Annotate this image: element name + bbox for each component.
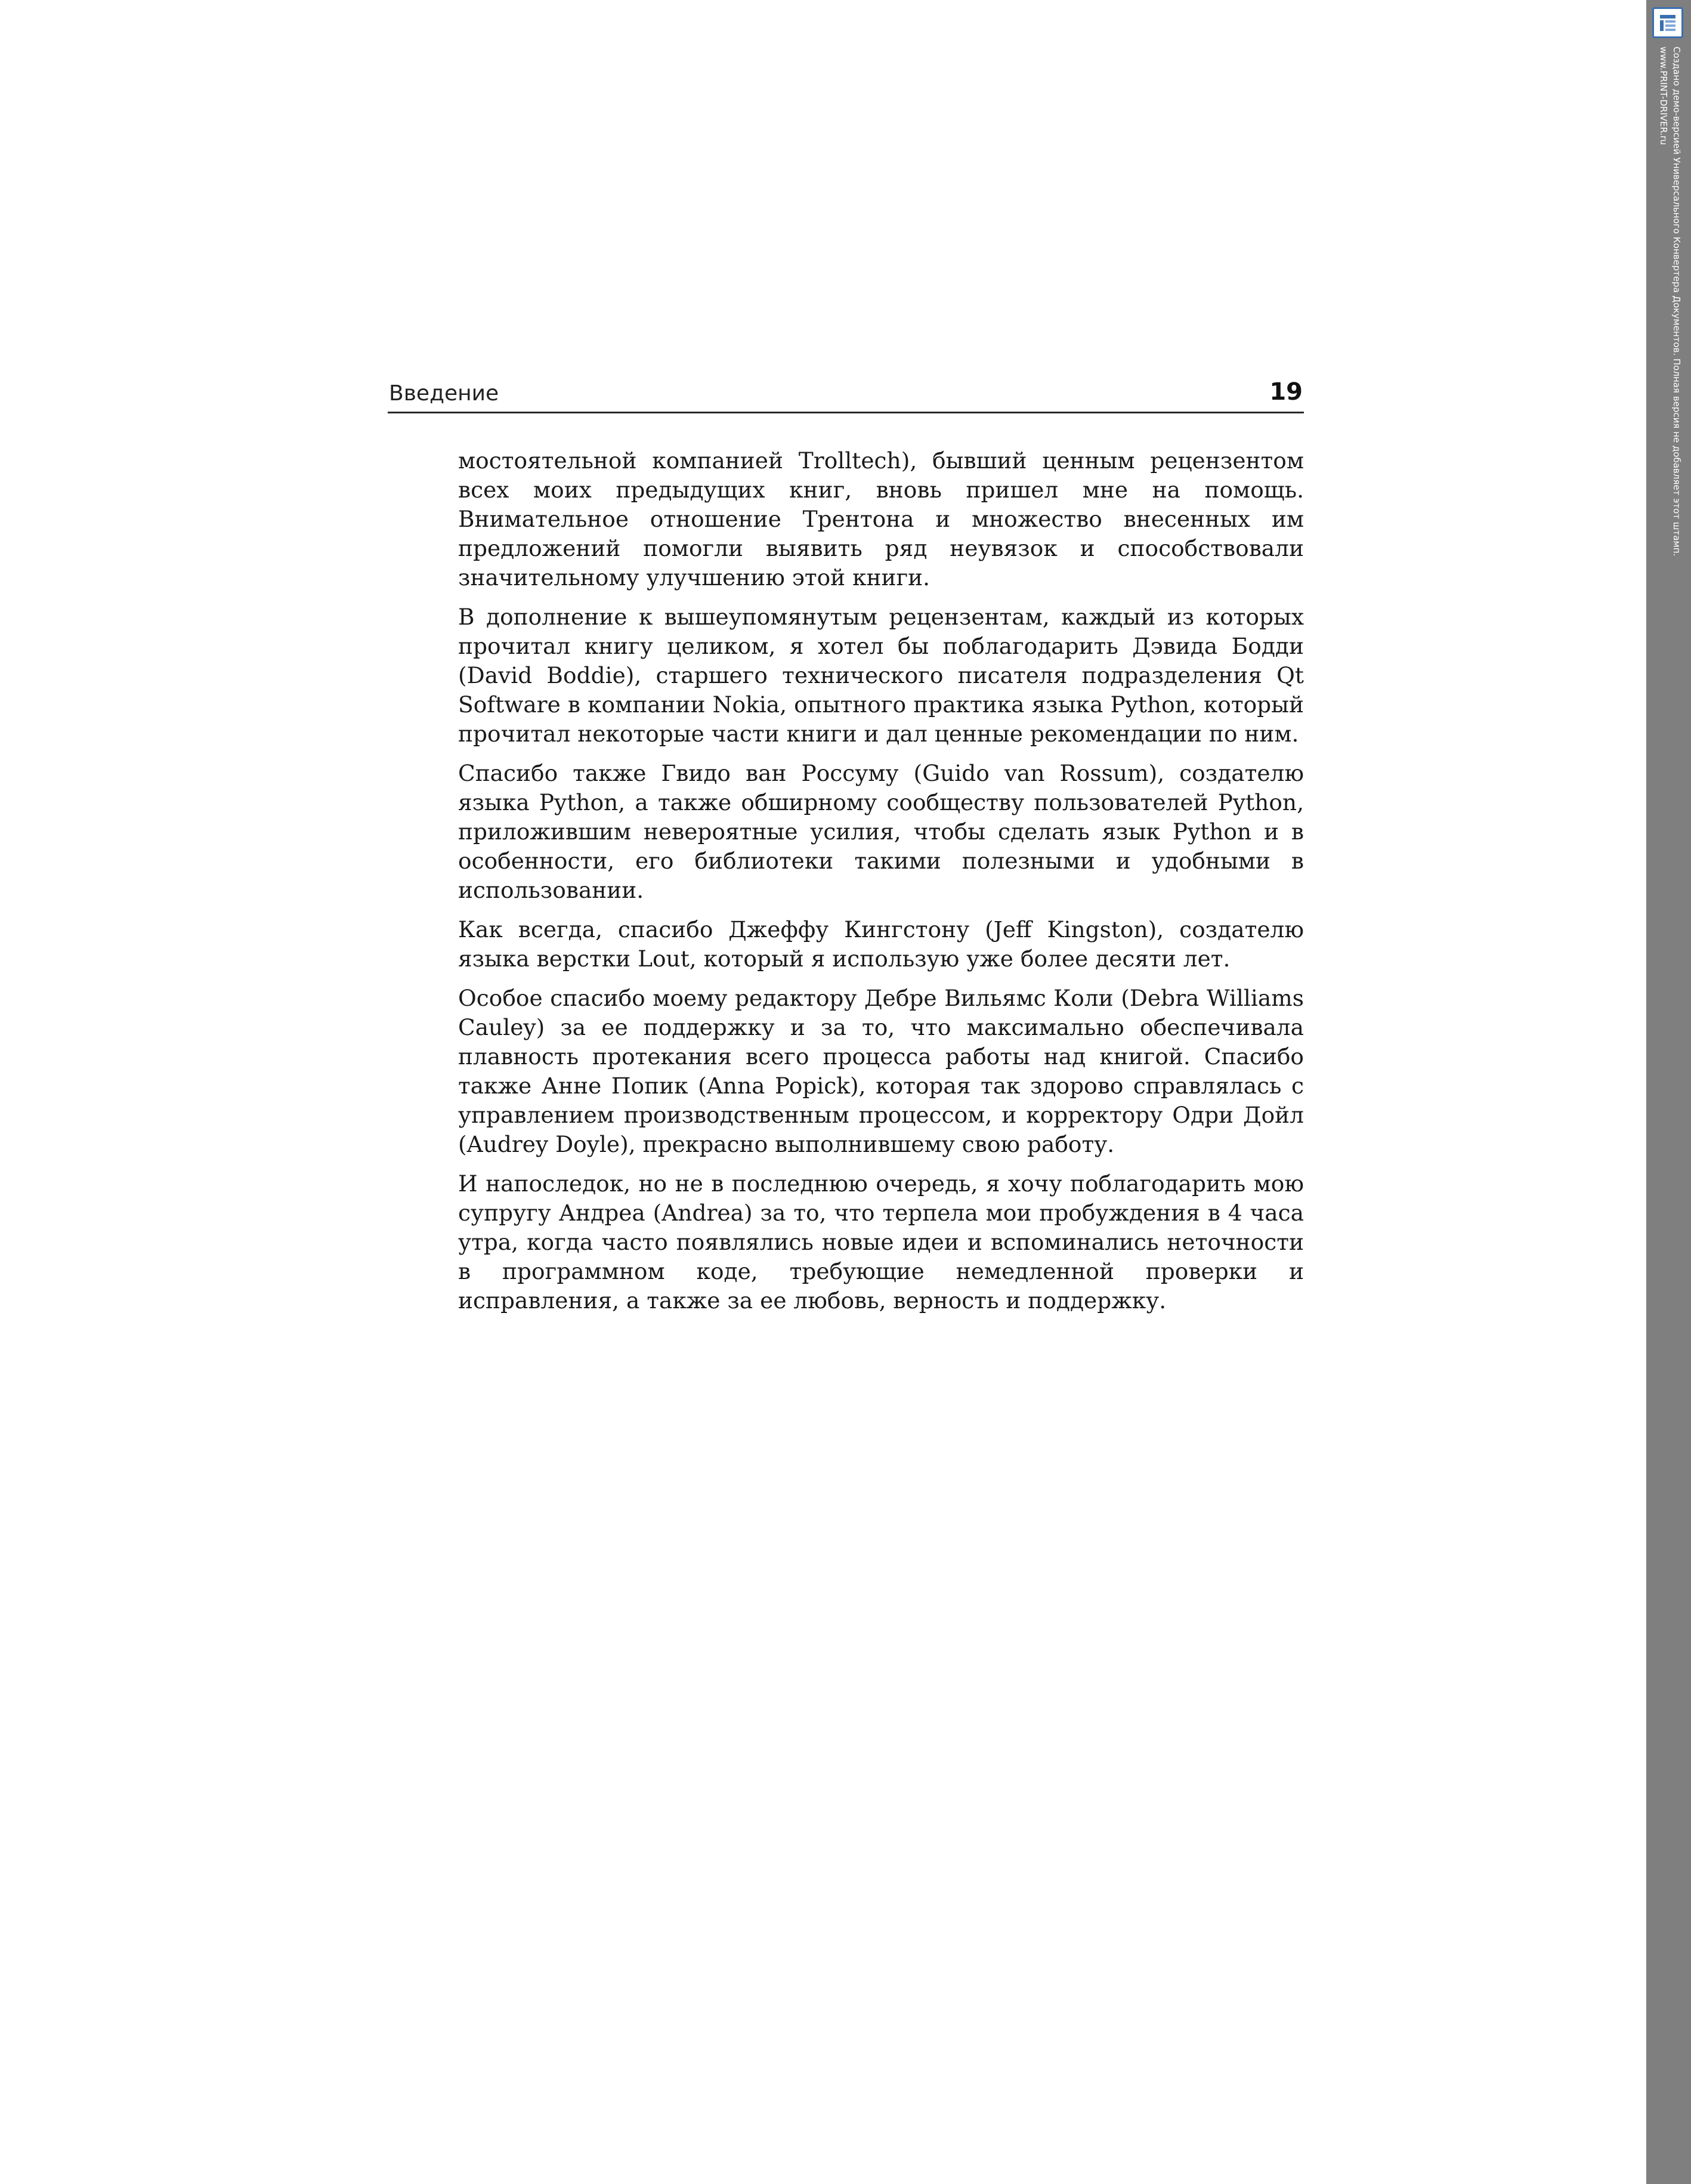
print-driver-logo-icon	[1652, 7, 1683, 38]
paragraph: Спасибо также Гвидо ван Россуму (Guido van Rossum), создателю языка Python, а также обширному сообществу пользователей Python, приложившим невероятные усилия, чтобы сделать язык Python и в особенности, его библиотеки такими полезными и удобными в использовании.	[458, 760, 1304, 903]
watermark-line: Создано демо-версией Универсального Конвертера Документов. Полная версия не добавляет этот штамп.	[1671, 47, 1682, 557]
paragraph: Особое спасибо моему редактору Дебре Вильямс Коли (Debra Williams Cauley) за ее поддержку и за то, что максимально обеспечивала плавность протекания всего процесса работы над книгой. Спасибо также Анне Попик (Anna Popick), которая так здорово справлялась с управлением производственным процессом, и корректору Одри Дойл (Audrey Doyle), прекрасно выполнившему свою работу.	[458, 985, 1304, 1157]
paragraph: Как всегда, спасибо Джеффу Кингстону (Jeff Kingston), создателю языка верстки Lout, который я использую уже более десяти лет.	[458, 916, 1304, 972]
demo-watermark-text	[1655, 47, 1683, 655]
watermark-sidebar	[1646, 0, 1691, 2184]
section-title: Введение	[389, 381, 499, 406]
running-header	[388, 370, 1304, 413]
paragraph: мостоятельной компанией Trolltech), бывший ценным рецензентом всех моих предыдущих книг, вновь пришел мне на помощь. Внимательное отношение Трентона и множество внесенных им предложений помогли выявить ряд неувязок и способствовали значительному улучшению этой книги.	[458, 447, 1304, 591]
page-number: 19	[1269, 378, 1303, 406]
watermark-url: www.PRINT-DRIVER.ru	[1658, 47, 1669, 145]
body-text	[458, 446, 1304, 1326]
paragraph: В дополнение к вышеупомянутым рецензентам, каждый из которых прочитал книгу целиком, я хотел бы поблагодарить Дэвида Бодди (David Boddie), старшего технического писателя подразделения Qt Software в компании Nokia, опытного практика языка Python, который прочитал некоторые части книги и дал ценные рекомендации по ним.	[458, 604, 1304, 747]
paragraph: И напоследок, но не в последнюю очередь, я хочу поблагодарить мою супругу Андреа (Andrea) за то, что терпела мои пробуждения в 4 часа утра, когда часто появлялись новые идеи и вспоминались неточности в программном коде, требующие немедленной проверки и исправления, а также за ее любовь, верность и поддержку.	[458, 1170, 1304, 1314]
